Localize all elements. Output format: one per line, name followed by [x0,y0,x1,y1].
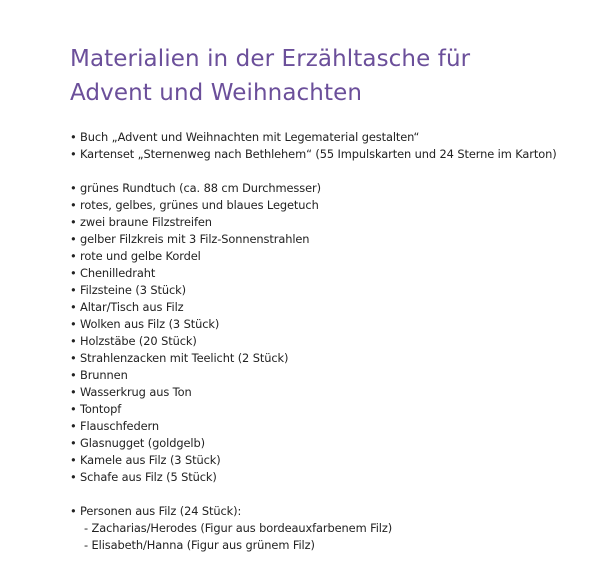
list-item: • Chenilledraht [70,265,590,282]
list-item: • Schafe aus Filz (5 Stück) [70,469,590,486]
list-item: • Tontopf [70,401,590,418]
list-item: • grünes Rundtuch (ca. 88 cm Durchmesser) [70,180,590,197]
list-item: • zwei braune Filzstreifen [70,214,590,231]
materials-list [70,180,590,486]
list-item: • Brunnen [70,367,590,384]
persons-list [70,503,590,554]
list-item: • Kartenset „Sternenweg nach Bethlehem“ (55 Impulskarten und 24 Sterne im Karton) [70,146,590,163]
list-item: • Kamele aus Filz (3 Stück) [70,452,590,469]
list-item: • Glasnugget (goldgelb) [70,435,590,452]
page-title [70,42,590,110]
sublist-item: - Zacharias/Herodes (Figur aus bordeauxfarbenem Filz) [84,521,393,535]
list-item: • rote und gelbe Kordel [70,248,590,265]
list-item: • Wasserkrug aus Ton [70,384,590,401]
list-item: • Strahlenzacken mit Teelicht (2 Stück) [70,350,590,367]
persons-label: Personen aus Filz (24 Stück): [80,504,242,518]
list-item [70,503,590,554]
title-line-1: Materialien in der Erzähltasche für [70,46,471,72]
title-line-2: Advent und Weihnachten [70,80,363,106]
list-item: • Flauschfedern [70,418,590,435]
list-item: • Buch „Advent und Weihnachten mit Legematerial gestalten“ [70,129,590,146]
book-and-cards-list [70,129,590,163]
list-item: • Wolken aus Filz (3 Stück) [70,316,590,333]
list-item: • gelber Filzkreis mit 3 Filz-Sonnenstrahlen [70,231,590,248]
list-item: • Altar/Tisch aus Filz [70,299,590,316]
materials-page [70,42,590,554]
sublist-item: - Elisabeth/Hanna (Figur aus grünem Filz) [84,538,315,552]
list-item: • rotes, gelbes, grünes und blaues Legetuch [70,197,590,214]
persons-sublist [80,520,590,554]
list-item: • Filzsteine (3 Stück) [70,282,590,299]
list-item: • Holzstäbe (20 Stück) [70,333,590,350]
